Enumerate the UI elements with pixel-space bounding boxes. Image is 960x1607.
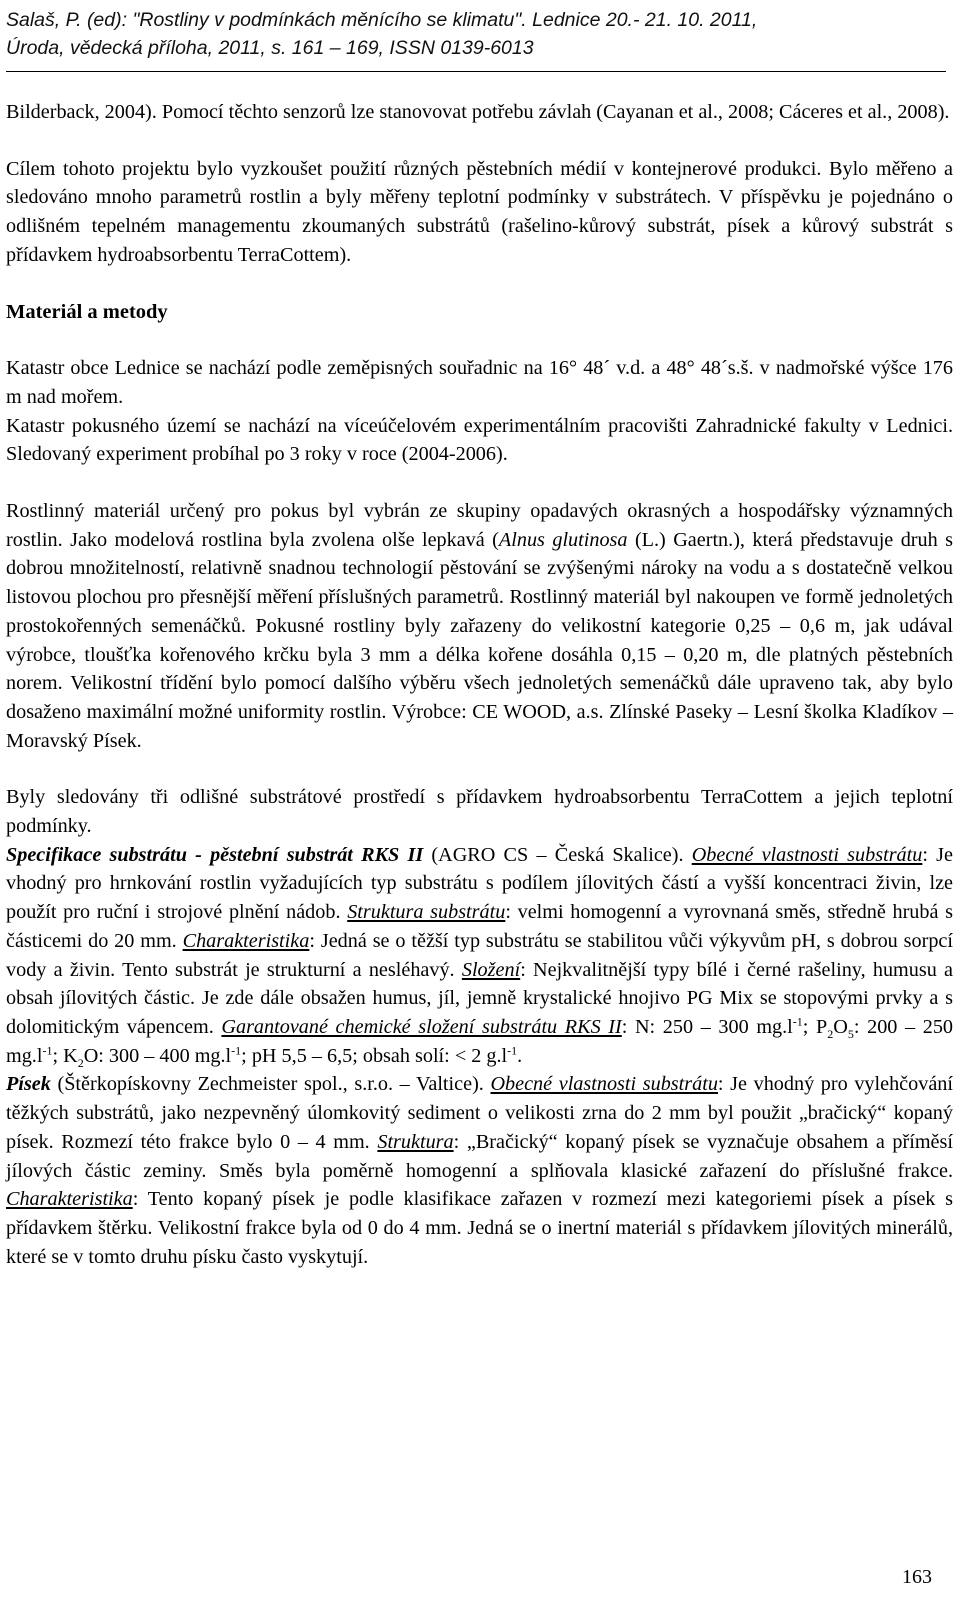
running-header bbox=[6, 6, 936, 62]
paragraph-rks: Specifikace substrátu - pěstební substrát RKS II (AGRO CS – Česká Skalice). Obecné vlastnosti substrátu: Je vhodný pro hrnkování rostlin vyžadujících typ substrátu s podílem jílovitých částí a vyšší koncentraci živin, lze použít pro ruční i strojové plnění nádob. Struktura substrátu: velmi homogenní a vyrovnaná směs, středně hrubá s částicemi do 20 mm. Charakteristika: Jedná se o těžší typ substrátu se stabilitou vůči výkyvům pH, s dobrou sorpcí vody a živin. Tento substrát je strukturní a nesléhavý. Složení: Nejkvalitnější typy bílé i černé rašeliny, humusu a obsah jílovitých částic. Je zde dále obsažen humus, jíl, jemně krystalické hnojivo PG Mix se stopovými prvky a s dolomitickým vápencem. Garantované chemické složení substrátu RKS II: N: 250 – 300 $mg.l^{-1}$; $P_2O_5$: 200 – 250 $mg.l^{-1}$; $K_2O$: 300 – 400 $mg.l^{-1}$; pH 5,5 – 6,5; obsah solí: < 2 $g.l^{-1}$. bbox=[6, 843, 954, 1070]
paragraph-aims: Cílem tohoto projektu bylo vyzkoušet použití různých pěstebních médií v kontejnerové produkci. Bylo měřeno a sledováno mnoho parametrů rostlin a byly měřeny teplotní podmínky v substrátech. V příspěvku je pojednáno o odlišném tepelném managementu zkoumaných substrátů (rašelino-kůrový substrát, písek a kůrový substrát s přídavkem hydroabsorbentu TerraCottem). bbox=[6, 157, 953, 266]
paragraph-intro-end: Bilderback, 2004). Pomocí těchto senzorů lze stanovovat potřebu závlah (Cayanan et al., 2008; Cáceres et al., 2008). bbox=[6, 101, 950, 123]
paragraph-sand: Písek (Štěrkopískovny Zechmeister spol., s.r.o. – Valtice). Obecné vlastnosti substrátu: Je vhodný pro vylehčování těžkých substrátů, jako nezpevněný úlomkovitý sediment o velikosti zrna do 2 mm byl použit „bračický“ kopaný písek. Rozmezí této frakce bylo 0 – 4 mm. Struktura: „Bračický“ kopaný písek se vyznačuje obsahem a příměsí jílových částic zeminy. Směs byla poměrně homogenní a splňovala klasické zařazení do příslušné frakce. Charakteristika: Tento kopaný písek je podle klasifikace zařazen v rozmezí mezi kategoriemi písek a písek s přídavkem štěrku. Velikostní frakce byla od 0 do 4 mm. Jedná se o inertní materiál s přídavkem jílovitých minerálů, které se v tomto druhu písku často vyskytují. bbox=[6, 1073, 953, 1268]
paragraph-plant-material: Rostlinný materiál určený pro pokus byl vybrán ze skupiny opadavých okrasných a hospodářsky významných rostlin. Jako modelová rostlina byla zvolena olše lepkavá (Alnus glutinosa (L.) Gaertn.), která představuje druh s dobrou množitelností, relativně snadnou technologií pěstování se zvýšenými nároky na vodu a s dostatečně velkou listovou plochou pro přesnější měření příslušných parametrů. Rostlinný materiál byl nakoupen ve formě jednoletých prostokořenných semenáčků. Pokusné rostliny byly zařazeny do velikostní kategorie 0,25 – 0,6 m, jak udával výrobce, tloušťka kořenového krčku byla 3 mm a délka kořene dosáhla 0,15 – 0,20 m, dle platných pěstebních norem. Velikostní třídění bylo pomocí dalšího výběru všech jednoletých semenáčků dále upraveno tak, aby bylo dosaženo maximální možné uniformity rostlin. Výrobce: CE WOOD, a.s. Zlínské Paseky – Lesní školka Kladíkov – Moravský Písek. bbox=[6, 500, 954, 752]
page-number: 163 bbox=[902, 1566, 932, 1588]
rks-title: Specifikace substrátu - pěstební substrát RKS II bbox=[6, 843, 424, 866]
paragraph-substrates: Byly sledovány tři odlišné substrátové prostředí s přídavkem hydroabsorbentu TerraCottem a jejich teplotní podmínky. bbox=[6, 786, 953, 838]
header-line-1: Salaš, P. (ed): "Rostliny v podmínkách měnícího se klimatu". Lednice 20.- 21. 10. 2011, bbox=[6, 9, 758, 31]
header-line-2: Úroda, vědecká příloha, 2011, s. 161 – 169, ISSN 0139-6013 bbox=[6, 37, 534, 59]
sand-title: Písek bbox=[6, 1073, 51, 1096]
section-heading: Materiál a metody bbox=[6, 300, 168, 323]
header-rule bbox=[6, 71, 946, 72]
paragraph-site: Katastr pokusného území se nachází na víceúčelovém experimentálním pracovišti Zahradnické fakulty v Lednici. Sledovaný experiment probíhal po 3 roky v roce (2004-2006). bbox=[6, 414, 953, 466]
paragraph-location: Katastr obce Lednice se nachází podle zeměpisných souřadnic na 16° 48´ v.d. a 48° 48´s.š. v nadmořské výšce 176 m nad mořem. bbox=[6, 357, 953, 408]
article-body bbox=[6, 98, 953, 1271]
latin-name: Alnus glutinosa bbox=[498, 528, 628, 551]
